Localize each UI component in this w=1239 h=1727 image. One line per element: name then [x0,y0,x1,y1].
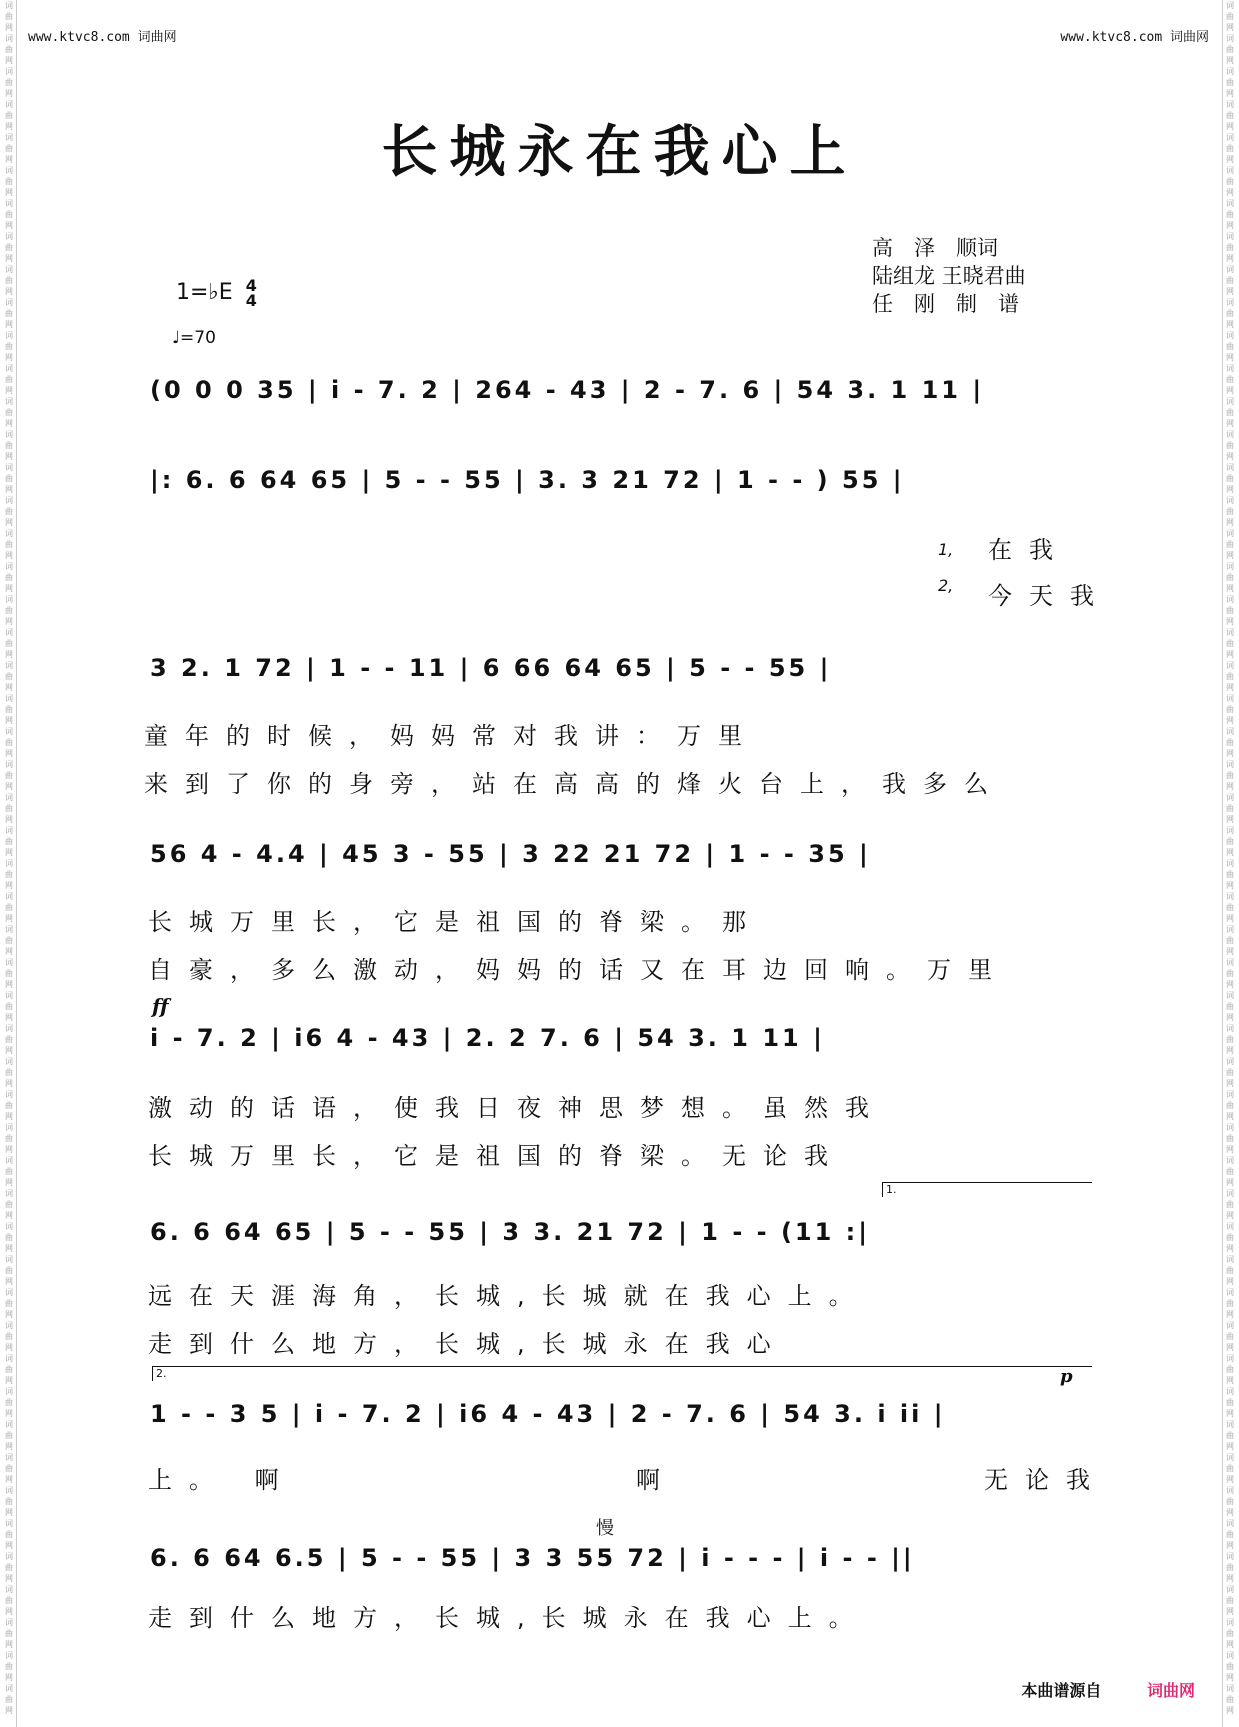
lyric-row-5-verse-1: 激动的话语，使我日夜神思梦想。虽然我 [148,1094,886,1122]
notes-row-8: 6. 6 64 6.5 | 5 - - 55 | 3 3 55 72 | i - - - | i - - || [150,1544,915,1572]
lyric-row-3-verse-1: 童年的时候，妈妈常对我讲：万里 [144,722,759,750]
time-top: 4 [245,276,257,295]
staff-row-8 [150,1544,1100,1584]
footer-brand-link[interactable]: 词曲网 [1146,1681,1195,1700]
lyricist-credit: 高 泽 顺词 [872,236,998,260]
lyric-intro-1: 在我 [988,536,1070,564]
time-bottom: 4 [245,291,257,310]
notes-row-6: 6. 6 64 65 | 5 - - 55 | 3 3. 21 72 | 1 - - (11 :| [150,1218,871,1246]
lyric-row-7-b: 啊 [636,1466,677,1494]
verse-number-2: 2, [938,576,954,595]
notes-row-2: |: 6. 6 64 65 | 5 - - 55 | 3. 3 21 72 | 1 - - ) 55 | [150,466,905,494]
arranger-credit: 任 刚 制 谱 [872,292,1019,316]
staff-row-4 [150,840,1100,880]
staff-row-3 [150,654,1100,694]
volta-1: 1. [882,1182,1092,1197]
lyric-row-4-verse-1: 长城万里长，它是祖国的脊梁。那 [148,908,763,936]
dynamic-ff: ff [152,994,169,1018]
key-signature [176,278,257,308]
lyric-row-8: 走到什么地方，长城,长城永在我心上。 [148,1604,870,1632]
staff-row-5 [150,1024,1100,1064]
credits [872,234,1026,318]
lyric-row-7-c: 无论我 [984,1466,1107,1494]
site-url-left[interactable]: www.ktvc8.com 词曲网 [28,30,177,45]
notes-row-5: i - 7. 2 | i6 4 - 43 | 2. 2 7. 6 | 54 3. 1 11 | [150,1024,825,1052]
left-watermark-strip: 词曲网词曲网词曲网词曲网词曲网词曲网词曲网词曲网词曲网词曲网词曲网词曲网词曲网词曲网词曲网词曲网词曲网词曲网词曲网词曲网词曲网词曲网词曲网词曲网词曲网词曲网词曲网词曲网词曲网词曲网词曲网词曲网词曲网词曲网词曲网词曲网词曲网词曲网词曲网词曲网词曲网词曲网词曲网词曲网词曲网词曲网词曲网词曲网词曲网词曲网词曲网词曲网 [2,0,17,1727]
right-watermark-strip: 词曲网词曲网词曲网词曲网词曲网词曲网词曲网词曲网词曲网词曲网词曲网词曲网词曲网词曲网词曲网词曲网词曲网词曲网词曲网词曲网词曲网词曲网词曲网词曲网词曲网词曲网词曲网词曲网词曲网词曲网词曲网词曲网词曲网词曲网词曲网词曲网词曲网词曲网词曲网词曲网词曲网词曲网词曲网词曲网词曲网词曲网词曲网词曲网词曲网词曲网词曲网词曲网 [1222,0,1237,1727]
time-signature [246,278,257,308]
footer-source-text: 本曲谱源自 [1021,1681,1102,1700]
notes-row-1: (0 0 0 35 | i - 7. 2 | 264 - 43 | 2 - 7. 6 | 54 3. 1 11 | [150,376,985,404]
site-url-right[interactable]: www.ktvc8.com 词曲网 [1060,30,1209,45]
lyric-row-6-verse-2: 走到什么地方，长城,长城永在我心 [148,1330,788,1358]
composer-credit: 陆组龙 王晓君曲 [872,264,1026,288]
verse-number-1: 1, [938,540,954,559]
song-title: 长城永在我心上 [381,119,858,185]
lyric-row-7-a: 上。 啊 [148,1466,296,1494]
dynamic-p: p [1060,1366,1073,1387]
tempo-marking: ♩=70 [172,328,216,348]
lyric-row-6-verse-1: 远在天涯海角，长城,长城就在我心上。 [148,1282,870,1310]
volta-2: 2. [152,1366,1092,1381]
notes-row-4: 56 4 - 4.4 | 45 3 - 55 | 3 22 21 72 | 1 - - 35 | [150,840,871,868]
tempo-slow-marking: 慢 [596,1518,614,1539]
staff-row-2 [150,466,1100,506]
notes-row-7: 1 - - 3 5 | i - 7. 2 | i6 4 - 43 | 2 - 7. 6 | 54 3. i ii | [150,1400,946,1428]
key-tonic: 1=♭E [176,280,233,305]
staff-row-6 [150,1218,1100,1258]
staff-row-1 [150,376,1100,416]
lyric-row-5-verse-2: 长城万里长，它是祖国的脊梁。无论我 [148,1142,845,1170]
staff-row-7 [150,1400,1100,1440]
notes-row-3: 3 2. 1 72 | 1 - - 11 | 6 66 64 65 | 5 - - 55 | [150,654,832,682]
footer-source [1021,1678,1195,1701]
lyric-row-4-verse-2: 自豪，多么激动，妈妈的话又在耳边回响。万里 [148,956,1009,984]
lyric-intro-2: 今天我 [988,582,1111,610]
lyric-row-3-verse-2: 来到了你的身旁，站在高高的烽火台上，我多么 [144,770,1005,798]
